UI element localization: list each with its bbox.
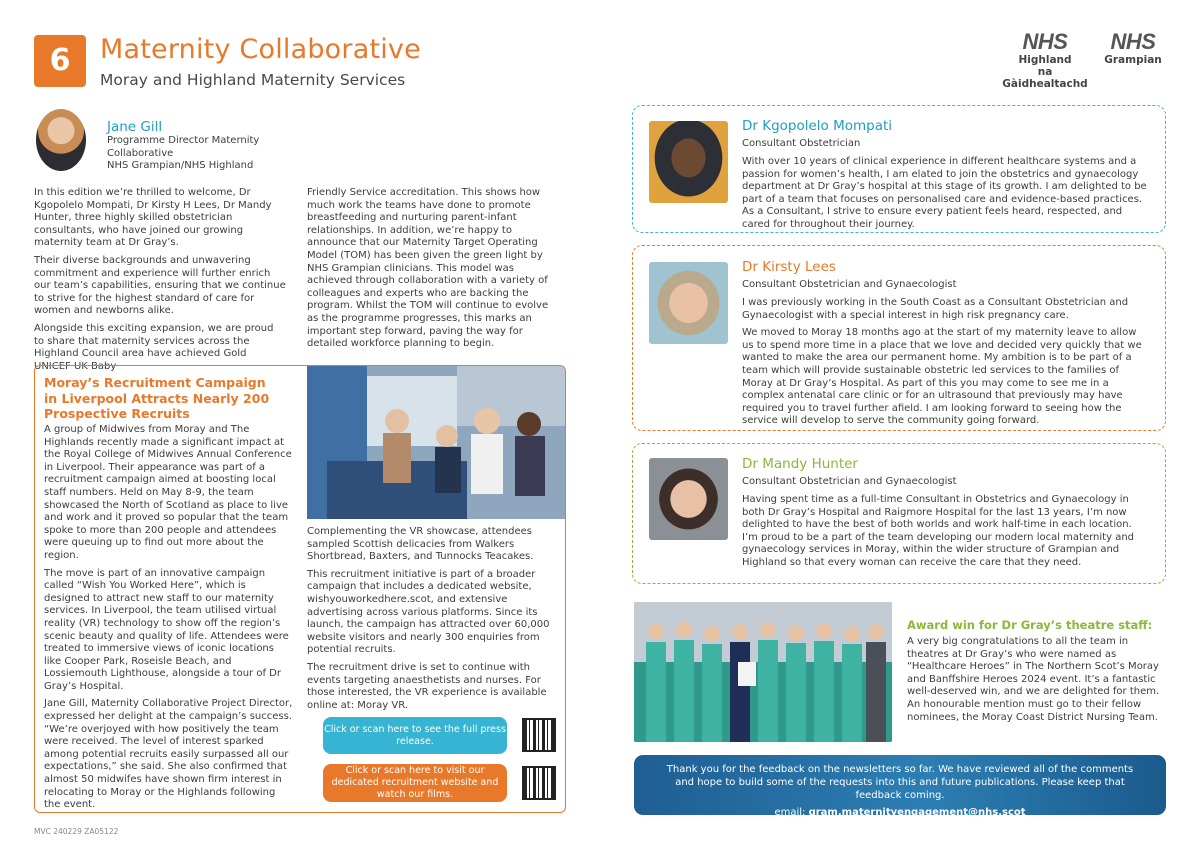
nhs-highland-gaelic: na Gàidhealtachd xyxy=(1002,66,1088,90)
intro-paragraph: Friendly Service accreditation. This shows how much work the teams have done to promote breastfeeding and nurturing parent-infant relationships. In addition, we’re happy to announce that our Maternity Target Operating Model (TOM) has been given the green light by NHS Grampian clinicians. This model was achieved through collaboration with a variety of colleagues and experts who are backing the program. Whilst the TOM will continue to evolve as the programme progresses, this marks an important step forward, paving the way for detailed workforce planning to begin. xyxy=(307,187,549,350)
section-number-badge: 6 xyxy=(34,35,86,87)
recruitment-event-photo xyxy=(307,366,565,519)
profile-paragraph: Having spent time as a full-time Consultant in Obstetrics and Gynaecology in both Dr Gray’s Hospital and Raigmore Hospital for the last 13 years, I’m now delighted to have the best of both worlds and work half-time in each location. I’m proud to be a part of the team developing our modern local maternity and gynaecology services in Moray, within the wider structure of Grampian and Highland so that every woman can receive the care that they need. xyxy=(742,494,1135,568)
nhs-highland-mark: NHS xyxy=(1022,29,1068,54)
press-release-button[interactable]: Click or scan here to see the full press release. xyxy=(323,717,507,754)
lees-photo xyxy=(649,262,728,344)
hunter-photo xyxy=(649,458,728,540)
feedback-text: Thank you for the feedback on the newsletters so far. We have reviewed all of the comments and hope to build some of the requests into this and future publications. Please keep that feedback coming. xyxy=(666,764,1134,801)
intro-author-role: Programme Director Maternity Collaborative NHS Grampian/NHS Highland xyxy=(107,135,260,171)
profile-mompati-text xyxy=(742,118,1150,232)
feedback-banner xyxy=(634,755,1166,818)
recruitment-paragraph: The recruitment drive is set to continue with events targeting anaesthetists and nurses. For those interested, the VR experience is available online at: Moray VR. xyxy=(307,661,547,711)
conference-stand-illustration xyxy=(307,366,565,519)
theatre-staff-photo xyxy=(634,602,892,742)
recruitment-headline: Moray’s Recruitment Campaign in Liverpool Attracts Nearly 200 Prospective Recruits xyxy=(44,375,270,421)
footer-code: MVC 240229 ZA05122 xyxy=(34,827,119,836)
jane-gill-photo xyxy=(36,109,86,171)
feedback-email-line xyxy=(634,806,1166,819)
intro-column-2 xyxy=(307,187,562,351)
profile-name: Dr Kirsty Lees xyxy=(742,259,836,275)
profile-lees-text xyxy=(742,259,1150,428)
recruitment-paragraph: Jane Gill, Maternity Collaborative Project Director, expressed her delight at the campaign’s success. “We’re overjoyed with how positively the team were received. The level of interest sparked among potential recruits easily surpassed all our expectations,” she said. She also confirmed that almost 50 midwifes have shown firm interest in relocating to Moray or the Highlands following the event. xyxy=(44,698,293,811)
nhs-highland-logo xyxy=(1000,30,1090,90)
feedback-email-link[interactable]: gram.maternityengagement@nhs.scot xyxy=(808,807,1026,818)
profile-paragraph: I was previously working in the South Coast as a Consultant Obstetrician and Gynaecologist with a special interest in high risk pregnancy care. xyxy=(742,297,1129,321)
intro-paragraph: Alongside this exciting expansion, we are proud to share that maternity services across the Highland Council area have achieved Gold UNICEF UK Baby xyxy=(34,322,274,372)
recruitment-column-2 xyxy=(307,526,559,712)
award-paragraph: A very big congratulations to all the team in theatres at Dr Gray’s who were named as “Healthcare Heroes” in The Northern Scot’s Moray and Banffshire Heroes 2024 event. It’s a fantastic well-deserved win, and we are delighted for them. An honourable mention must go to their fellow nominees, the Moray Coast District Nursing Team. xyxy=(907,636,1160,723)
nhs-grampian-logo xyxy=(1100,30,1166,66)
intro-paragraph: Their diverse backgrounds and unwavering commitment and experience will further enrich our team’s capabilities, ensuring that we continue to strive for the highest standard of care for women and newborns alike. xyxy=(34,254,286,317)
nhs-grampian-mark: NHS xyxy=(1110,29,1156,54)
intro-author-name: Jane Gill xyxy=(107,119,163,135)
recruitment-paragraph: The move is part of an innovative campaign called “Wish You Worked Here”, which is designed to attract new staff to our maternity services. In Liverpool, the team utilised virtual reality (VR) technology to show off the region’s scenic beauty and quality of life. Attendees were treated to immersive views of iconic locations like Cooper Park, Roseisle Beach, and Lossiemouth Lighthouse, alongside a tour of Dr Gray’s Hospital. xyxy=(44,567,289,692)
profile-name: Dr Mandy Hunter xyxy=(742,456,858,472)
nhs-grampian-name: Grampian xyxy=(1104,54,1162,66)
theatre-staff-group-illustration xyxy=(634,602,892,742)
award-heading: Award win for Dr Gray’s theatre staff: xyxy=(907,618,1153,632)
page-title: Maternity Collaborative xyxy=(100,34,421,65)
recruitment-website-button[interactable]: Click or scan here to visit our dedicated recruitment website and watch our films. xyxy=(323,764,507,802)
profile-title: Consultant Obstetrician and Gynaecologist xyxy=(742,279,957,290)
recruitment-paragraph: This recruitment initiative is part of a broader campaign that includes a dedicated website, wishyouworkedhere.scot, and extensive advertising across various platforms. Since its launch, the campaign has attracted over 60,000 website visitors and nearly 300 enquiries from potential recruits. xyxy=(307,568,550,656)
email-label: email: xyxy=(774,807,806,818)
profile-hunter-text xyxy=(742,456,1150,570)
profile-title: Consultant Obstetrician xyxy=(742,138,861,149)
recruitment-website-qr-code[interactable] xyxy=(522,766,556,800)
profile-paragraph: With over 10 years of clinical experience in different healthcare systems and a passion for women’s health, I am elated to join the obstetrics and gynaecology department at Dr Gray’s hospital at this stage of its growth. I am delighted to be part of a team that focuses on personalised care and evidence-based practices. As a Consultant, I strive to ensure every patient feels heard, respected, and cared for throughout their journey. xyxy=(742,156,1147,230)
intro-paragraph: In this edition we’re thrilled to welcome, Dr Kgopolelo Mompati, Dr Kirsty H Lees, Dr Mandy Hunter, three highly skilled obstetrician consultants, who have joined our growing maternity team at Dr Gray’s. xyxy=(34,187,272,249)
recruitment-paragraph: A group of Midwives from Moray and The Highlands recently made a significant impact at the Royal College of Midwives Annual Conference in Liverpool. Their appearance was part of a recruitment campaign aimed at boosting local staff numbers. Held on May 8-9, the team showcased the North of Scotland as place to live and work and it proved so popular that the team spoke to more than 200 people and attendees were queuing up to find out more about the region. xyxy=(44,424,292,561)
award-body xyxy=(907,636,1165,724)
press-release-qr-code[interactable] xyxy=(522,718,556,752)
profile-name: Dr Kgopolelo Mompati xyxy=(742,118,893,134)
profile-paragraph: We moved to Moray 18 months ago at the start of my maternity leave to allow us to spend more time in a place that we love and decided very quickly that we wanted to make the area our permanent home. My ambition is to be part of a team which will provide sustainable obstetric led services to the families of Moray at Dr Gray’s Hospital. As part of this you may come to see me in a complex antenatal care clinic or for an ultrasound that previously may have required you to travel further afield. I am looking forward to seeing how the service will develop to serve the community going forward. xyxy=(742,327,1142,427)
recruitment-column-1 xyxy=(44,424,293,812)
profile-title: Consultant Obstetrician and Gynaecologist xyxy=(742,476,957,487)
recruitment-paragraph: Complementing the VR showcase, attendees sampled Scottish delicacies from Walkers Shortbread, Baxters, and Tunnocks Teacakes. xyxy=(307,526,534,563)
intro-column-1 xyxy=(34,187,286,373)
mompati-photo xyxy=(649,121,728,203)
page-subtitle: Moray and Highland Maternity Services xyxy=(100,71,406,89)
nhs-highland-name: Highland xyxy=(1018,54,1072,66)
